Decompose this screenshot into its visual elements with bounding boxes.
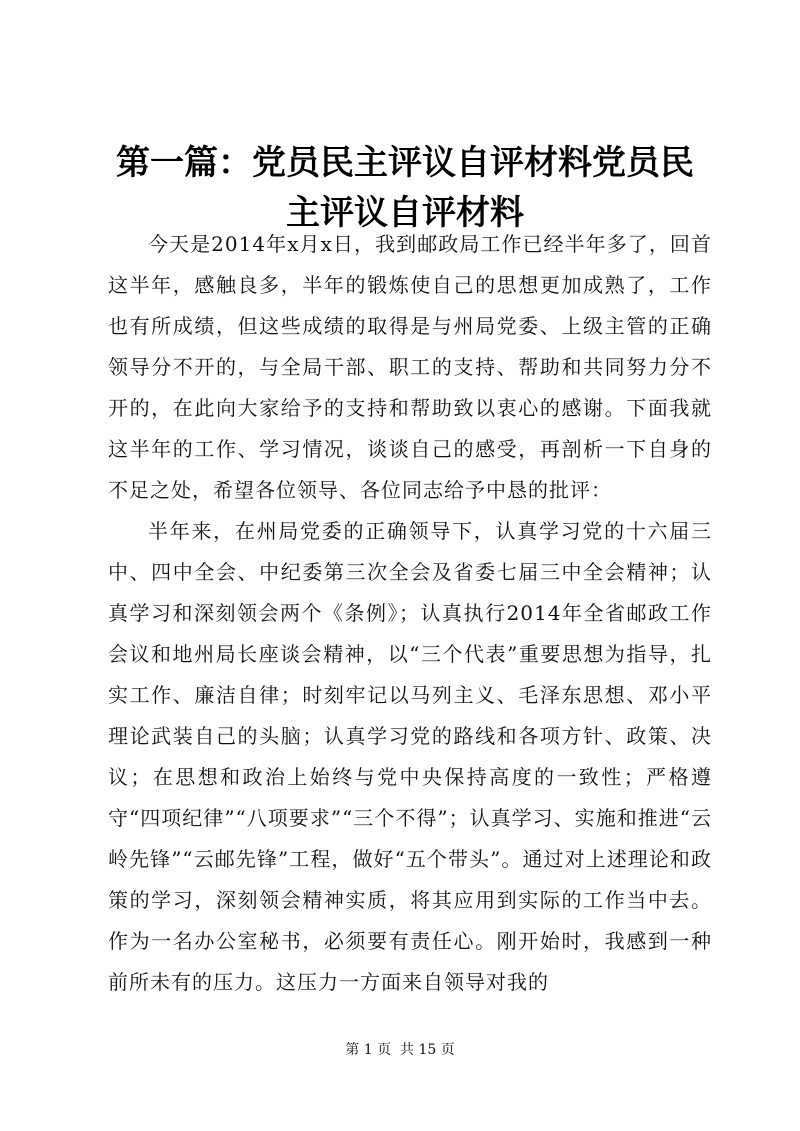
page-footer <box>0 1040 800 1060</box>
document-body <box>108 224 712 1003</box>
document-title: 第一篇：党员民主评议自评材料党员民主评议自评材料 <box>116 143 694 233</box>
paragraph-2: 半年来，在州局党委的正确领导下，认真学习党的十六届三中、四中全会、中纪委第三次全会及省委七届三中全会精神；认真学习和深刻领会两个《条例》；认真执行2014年全省邮政工作会议和地州局长座谈会精神，以“三个代表”重要思想为指导，扎实工作、廉洁自律；时刻牢记以马列主义、毛泽东思想、邓小平理论武装自己的头脑；认真学习党的路线和各项方针、政策、决议；在思想和政治上始终与党中央保持高度的一致性；严格遵守“四项纪律”“八项要求”“三个不得”；认真学习、实施和推进“云岭先锋”“云邮先锋”工程，做好“五个带头”。通过对上述理论和政策的学习，深刻领会精神实质，将其应用到实际的工作当中去。作为一名办公室秘书，必须要有责任心。刚开始时，我感到一种前所未有的压力。这压力一方面来自领导对我的 <box>108 519 712 994</box>
paragraph-1: 今天是2014年x月x日，我到邮政局工作已经半年多了，回首这半年，感触良多，半年的锻炼使自己的思想更加成熟了，工作也有所成绩，但这些成绩的取得是与州局党委、上级主管的正确领导分不开的，与全局干部、职工的支持、帮助和共同努力分不开的，在此向大家给予的支持和帮助致以衷心的感谢。下面我就这半年的工作、学习情况，谈谈自己的感受，再剖析一下自身的不足之处，希望各位领导、各位同志给予中恳的批评： <box>108 232 712 502</box>
page-number-label: 第 1 页 共 15 页 <box>345 1042 455 1058</box>
